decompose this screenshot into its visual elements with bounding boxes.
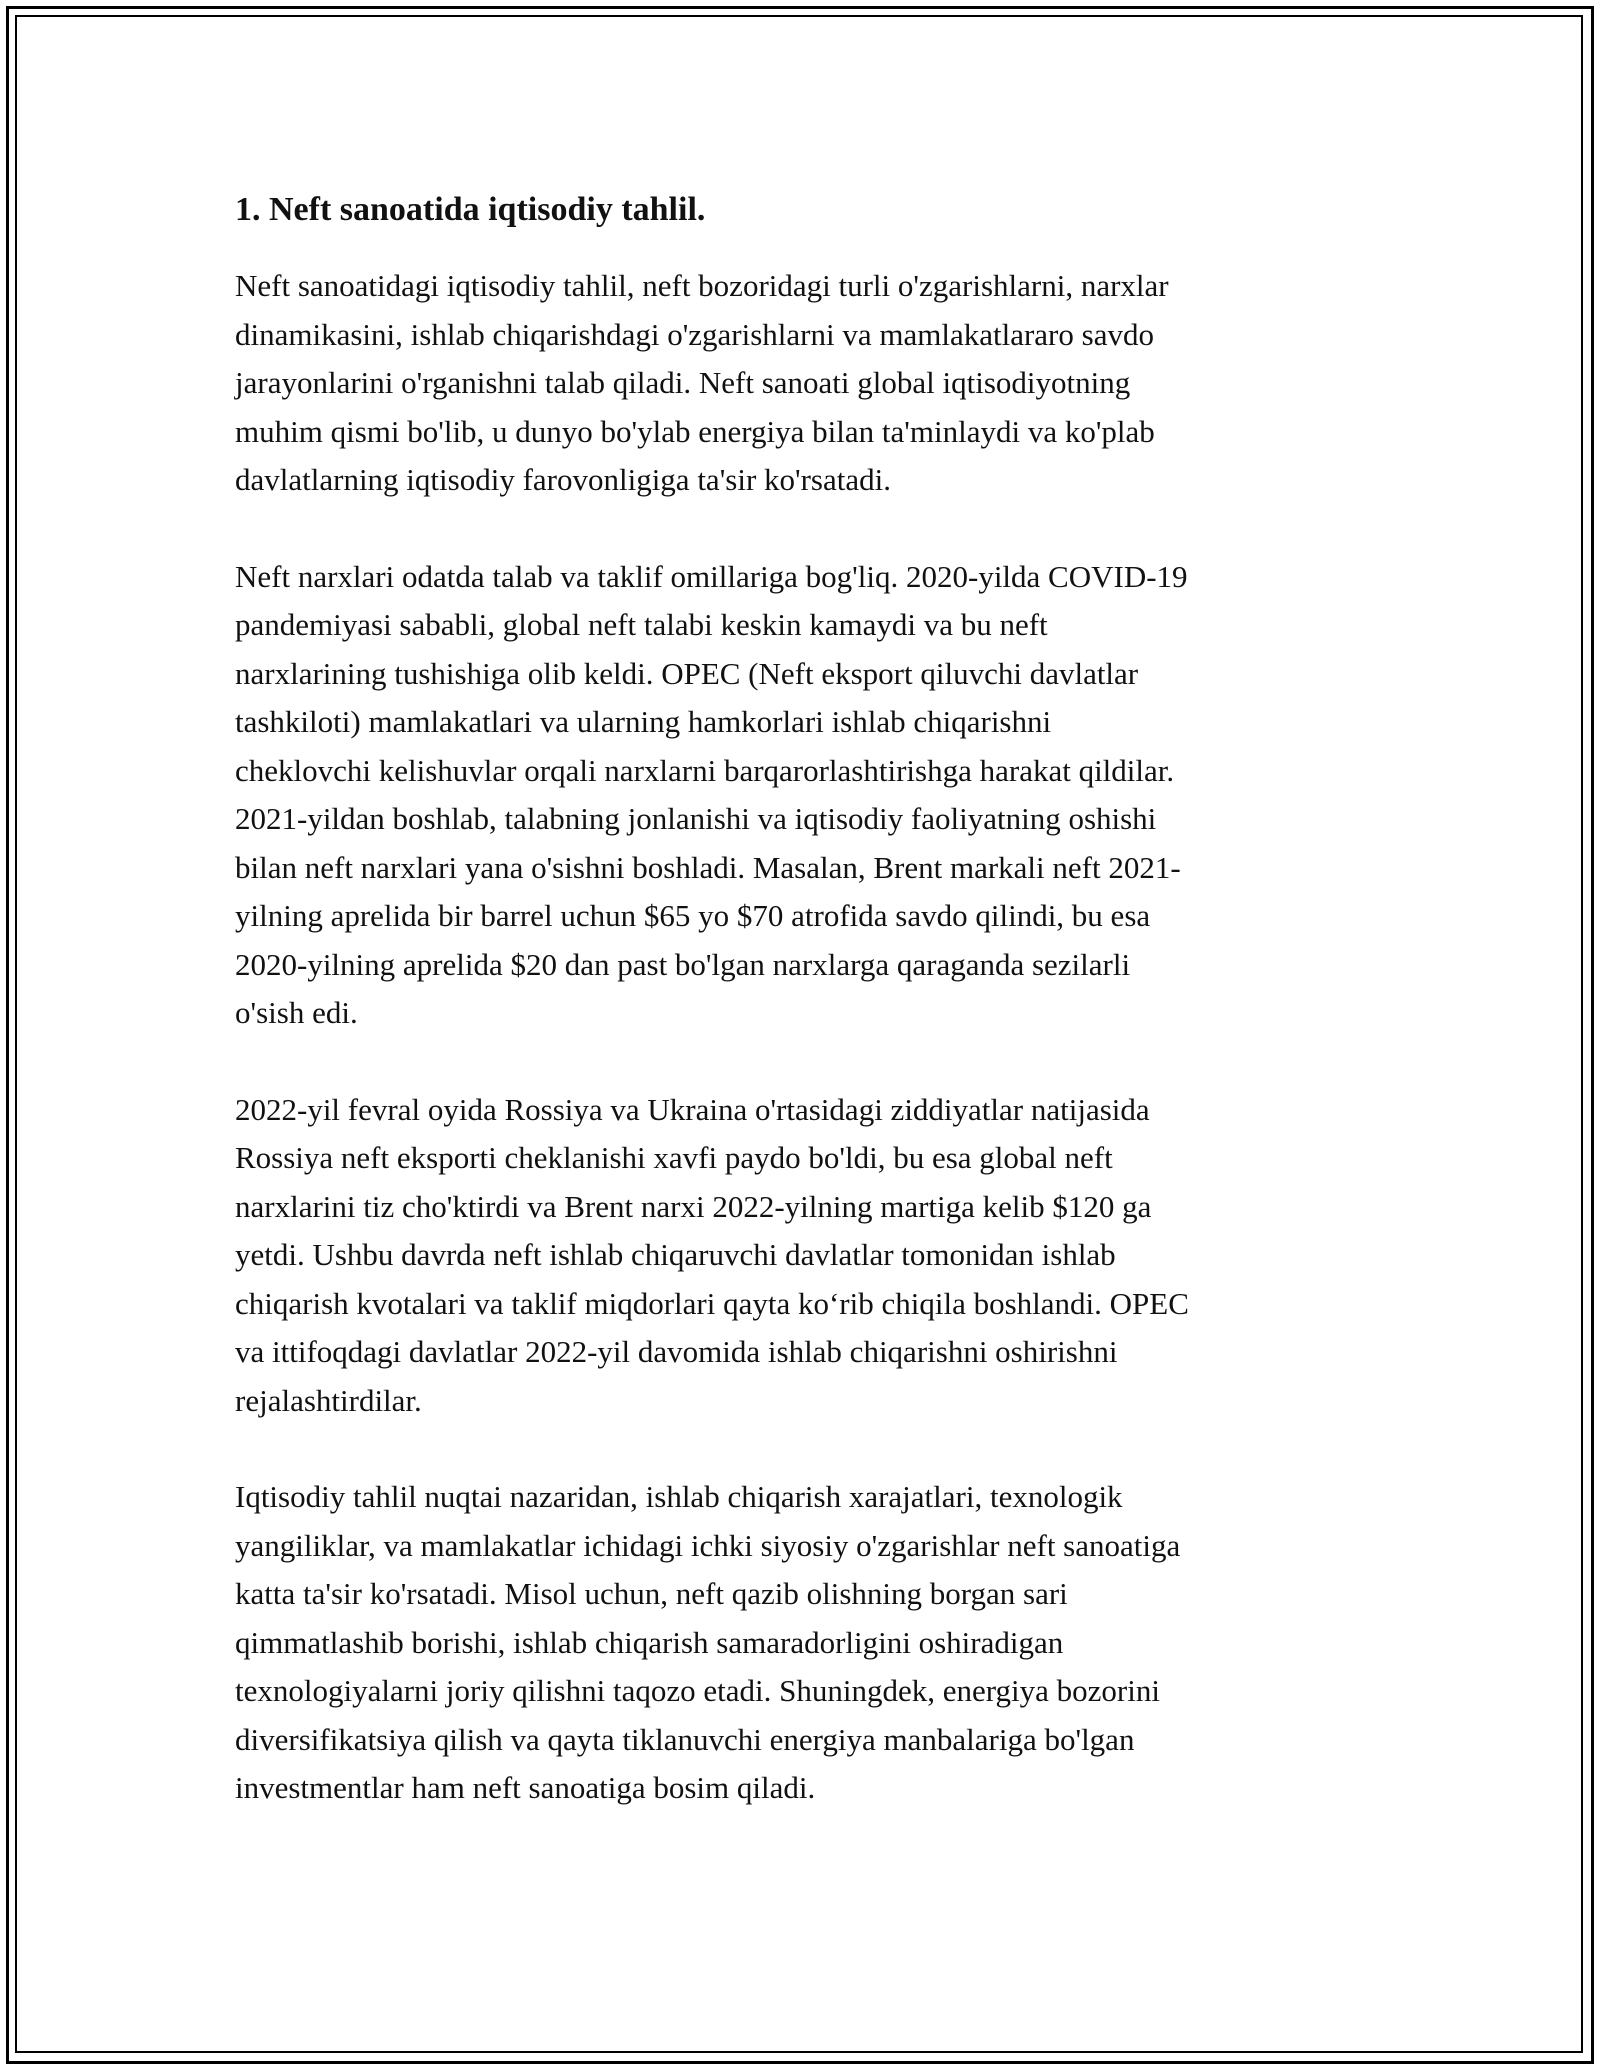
paragraph-line: yangiliklar, va mamlakatlar ichidagi ichki siyosiy o'zgarishlar neft sanoatiga [235,1527,1181,1563]
paragraph-line: 2021-yildan boshlab, talabning jonlanishi va iqtisodiy faoliyatning oshishi [235,801,1157,837]
paragraph-economic-analysis [235,1473,1370,1813]
paragraph-line: investmentlar ham neft sanoatiga bosim qiladi. [235,1770,816,1806]
paragraph-line: chiqarish kvotalari va taklif miqdorlari qayta ko‘rib chiqila boshlandi. OPEC [235,1285,1189,1321]
paragraph-2022-conflict [235,1086,1370,1426]
paragraph-line: dinamikasini, ishlab chiqarishdagi o'zgarishlarni va mamlakatlararo savdo [235,316,1154,352]
paragraph-line: tashkiloti) mamlakatlari va ularning hamkorlari ishlab chiqarishni [235,704,1052,740]
paragraph-line: narxlarining tushishiga olib keldi. OPEC (Neft eksport qiluvchi davlatlar [235,655,1139,691]
paragraph-line: Neft narxlari odatda talab va taklif omillariga bog'liq. 2020-yilda COVID-19 [235,558,1188,594]
paragraph-line: muhim qismi bo'lib, u dunyo bo'ylab energiya bilan ta'minlaydi va ko'plab [235,413,1155,449]
paragraph-line: 2020-yilning aprelida $20 dan past bo'lgan narxlarga qaraganda sezilarli [235,946,1131,982]
paragraph-line: qimmatlashib borishi, ishlab chiqarish samaradorligini oshiradigan [235,1624,1064,1660]
paragraph-line: 2022-yil fevral oyida Rossiya va Ukraina o'rtasidagi ziddiyatlar natijasida [235,1091,1150,1127]
paragraph-line: Iqtisodiy tahlil nuqtai nazaridan, ishlab chiqarish xarajatlari, texnologik [235,1479,1123,1515]
paragraph-line: Neft sanoatidagi iqtisodiy tahlil, neft bozoridagi turli o'zgarishlarni, narxlar [235,268,1169,304]
paragraph-line: texnologiyalarni joriy qilishni taqozo etadi. Shuningdek, energiya bozorini [235,1673,1160,1709]
paragraph-line: diversifikatsiya qilish va qayta tiklanuvchi energiya manbalariga bo'lgan [235,1721,1135,1757]
paragraph-line: pandemiyasi sababli, global neft talabi keskin kamaydi va bu neft [235,607,1048,643]
paragraph-line: va ittifoqdagi davlatlar 2022-yil davomida ishlab chiqarishni oshirishni [235,1334,1118,1370]
paragraph-line: rejalashtirdilar. [235,1382,422,1418]
paragraph-line: narxlarini tiz cho'ktirdi va Brent narxi 2022-yilning martiga kelib $120 ga [235,1188,1152,1224]
paragraph-price-dynamics [235,553,1370,1038]
section-heading: 1. Neft sanoatida iqtisodiy tahlil. [235,191,706,228]
paragraph-line: davlatlarning iqtisodiy farovonligiga ta'sir ko'rsatadi. [235,462,891,498]
paragraph-intro [235,262,1370,505]
paragraph-line: o'sish edi. [235,995,358,1031]
paragraph-line: jarayonlarini o'rganishni talab qiladi. Neft sanoati global iqtisodiyotning [235,365,1131,401]
paragraph-line: yetdi. Ushbu davrda neft ishlab chiqaruvchi davlatlar tomonidan ishlab [235,1237,1116,1273]
document-body [235,188,1370,1861]
paragraph-line: cheklovchi kelishuvlar orqali narxlarni barqarorlashtirishga harakat qildilar. [235,752,1175,788]
paragraph-line: bilan neft narxlari yana o'sishni boshladi. Masalan, Brent markali neft 2021- [235,849,1181,885]
paragraph-line: yilning aprelida bir barrel uchun $65 yo $70 atrofida savdo qilindi, bu esa [235,898,1151,934]
paragraph-line: katta ta'sir ko'rsatadi. Misol uchun, neft qazib olishning borgan sari [235,1576,1068,1612]
paragraph-line: Rossiya neft eksporti cheklanishi xavfi paydo bo'ldi, bu esa global neft [235,1140,1113,1176]
